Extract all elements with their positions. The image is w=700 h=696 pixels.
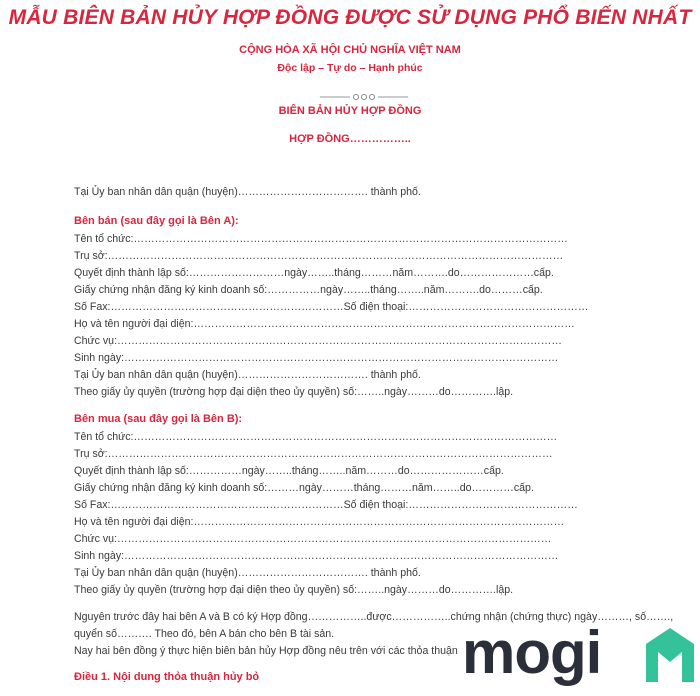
document-title: BIÊN BẢN HỦY HỢP ĐỒNG <box>278 105 422 117</box>
main-title: MẪU BIÊN BẢN HỦY HỢP ĐỒNG ĐƯỢC SỬ DỤNG PHỔ BIẾN NHẤT <box>8 6 692 29</box>
location-line: Tại Ủy ban nhân dân quận (huyện)………………………………. thành phố. <box>74 186 421 198</box>
motto: Độc lập – Tự do – Hạnh phúc <box>277 62 423 74</box>
party-a-line: Sinh ngày:…………………………………………………………………………………………………………… <box>74 352 559 364</box>
party-b-line: Chức vụ:…………………………………………………………………………………………………………… <box>74 533 552 545</box>
party-a-line: Chức vụ:……………………………………………………………………………………………………………… <box>74 335 562 347</box>
party-b-line: Trụ sở:……………………………………………………………………………………………………………… <box>74 448 553 460</box>
party-b-line: Tên tổ chức:………………………………………………………………………………………………………… <box>74 431 558 443</box>
party-b-line: Giấy chứng nhận đăng ký kinh doanh số:………ngày………tháng………năm……..do…………cấp. <box>74 482 534 494</box>
closing-line: quyển số………. Theo đó, bên A bán cho bên B tài sản. <box>74 628 335 640</box>
party-a-line: Số Fax:…………………………………………………………Số điện thoại:…………………………………………… <box>74 301 589 313</box>
national-header: CỘNG HÒA XÃ HỘI CHỦ NGHĨA VIỆT NAM <box>239 44 461 56</box>
party-b-line: Họ và tên người đại diện:…………………………………………………………………………………………… <box>74 516 565 528</box>
party-a-line: Họ và tên người đại diện:……………………………………………………………………………………………… <box>74 318 575 330</box>
mogi-logo <box>452 618 700 696</box>
closing-line: Nguyên trước đây hai bên A và B có ký Hợp đồng……………..được……………..chứng nhận (chứng thực) ngày………, số……., <box>74 611 674 623</box>
party-a-line: Trụ sở:………………………………………………………………………………………………………………… <box>74 250 564 262</box>
party-b-line: Quyết định thành lập số:……………ngày……..tháng……..năm………do…………………cấp. <box>74 465 504 477</box>
party-b-heading: Bên mua (sau đây gọi là Bên B): <box>74 413 243 425</box>
party-a-line: Tên tổ chức:…………………………………………………………………………………………………………… <box>74 233 568 245</box>
party-b-line: Số Fax:…………………………………………………………Số điện thoại:………………………………………… <box>74 499 578 511</box>
party-b-line: Sinh ngày:…………………………………………………………………………………………………………… <box>74 550 559 562</box>
party-a-line: Tại Ủy ban nhân dân quận (huyện)………………………………. thành phố. <box>74 369 421 381</box>
party-b-line: Tại Ủy ban nhân dân quận (huyện)………………………………. thành phố. <box>74 567 421 579</box>
party-a-heading: Bên bán (sau đây gọi là Bên A): <box>74 215 239 227</box>
mogi-house-icon <box>644 626 696 684</box>
party-a-line: Quyết định thành lập số:………………………ngày……..tháng………năm……….do…………………cấp. <box>74 267 554 279</box>
party-b-line: Theo giấy ủy quyền (trường hợp đại diện theo ủy quyền) số:……..ngày………do………….lập. <box>74 584 514 596</box>
party-a-line: Giấy chứng nhận đăng ký kinh doanh số:……………ngày……..tháng……..năm……….do………cấp. <box>74 284 543 296</box>
ornament-divider-icon <box>318 91 410 103</box>
contract-line: HỢP ĐỒNG…………….. <box>289 133 411 145</box>
party-a-line: Theo giấy ủy quyền (trường hợp đại diện theo ủy quyền) số:……..ngày………do………….lập. <box>74 386 514 398</box>
article-1-heading: Điều 1. Nội dung thỏa thuận hủy bỏ <box>74 671 260 683</box>
mogi-logo-text: mogi <box>462 619 602 686</box>
closing-line: Nay hai bên đồng ý thực hiện biên bản hủy Hợp đồng nêu trên với các thỏa thuận <box>74 645 458 657</box>
